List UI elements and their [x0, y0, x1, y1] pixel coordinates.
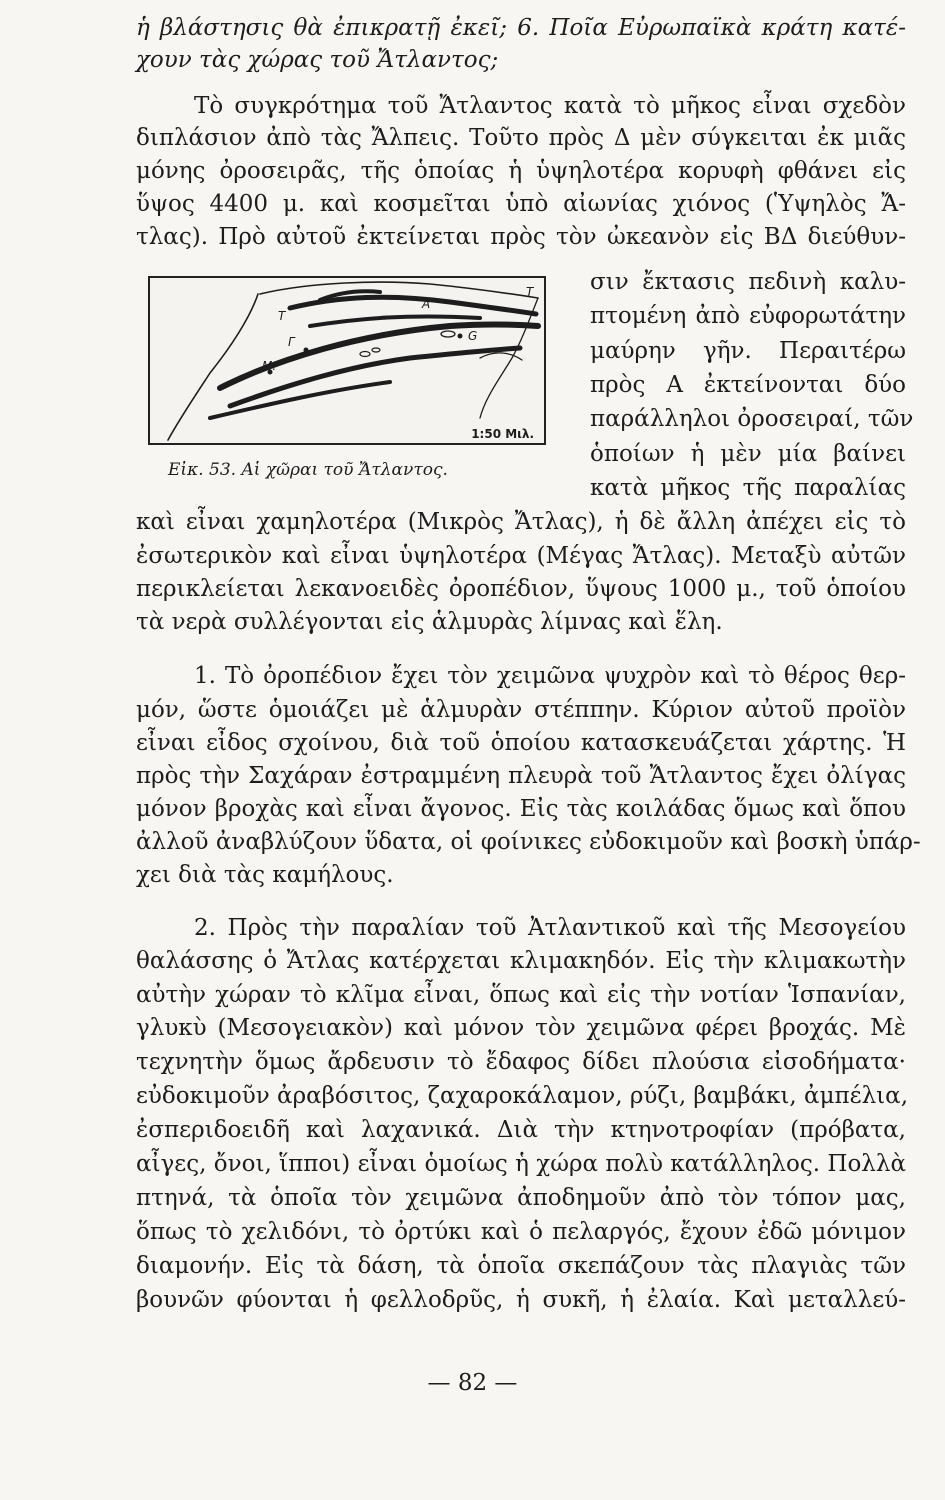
text-line: αὐτὴν χώραν τὸ κλῖμα εἶναι, ὅπως καὶ εἰς τὴν νοτίαν Ἱσπανίαν, [136, 982, 906, 1008]
text-line: πτηνά, τὰ ὁποῖα τὸν χειμῶνα ἀποδημοῦν ἀπὸ τὸν τόπον μας, [136, 1185, 906, 1211]
figure-caption: Εἰκ. 53. Αἱ χῶραι τοῦ Ἄτλαντος. [168, 460, 448, 480]
map-label: Τ [526, 285, 534, 299]
map-label: G [468, 329, 478, 343]
text-line: ἐσπεριδοειδῆ καὶ λαχανικά. Διὰ τὴν κτηνοτροφίαν (πρόβατα, [136, 1117, 906, 1143]
text-line: αἶγες, ὄνοι, ἵπποι) εἶναι ὁμοίως ἡ χώρα πολὺ κατάλληλος. Πολλὰ [136, 1151, 906, 1177]
text-line: πρὸς Α ἐκτείνονται δύο [590, 372, 906, 398]
page-number: — 82 — [427, 1370, 518, 1396]
text-line: κατὰ μῆκος τῆς παραλίας [590, 475, 906, 501]
text-line: ὁποίων ἡ μὲν μία βαίνει [590, 441, 906, 467]
text-line: πτομένη ἀπὸ εὐφορωτάτην [590, 303, 906, 329]
text-line: μόνον βροχὰς καὶ εἶναι ἄγονος. Εἰς τὰς κοιλάδας ὅμως καὶ ὅπου [136, 796, 906, 822]
text-line: εὐδοκιμοῦν ἀραβόσιτος, ζαχαροκάλαμον, ρύζι, βαμβάκι, ἀμπέλια, [136, 1083, 909, 1109]
text-line: πρὸς τὴν Σαχάραν ἐστραμμένη πλευρὰ τοῦ Ἄτλαντος ἔχει ὀλίγας [136, 763, 906, 789]
text-line: Τὸ συγκρότημα τοῦ Ἄτλαντος κατὰ τὸ μῆκος εἶναι σχεδὸν [194, 93, 906, 119]
text-line: παράλληλοι ὀροσειραί, τῶν [590, 406, 914, 432]
text-line: τὰ νερὰ συλλέγονται εἰς ἁλμυρὰς λίμνας καὶ ἕλη. [136, 609, 723, 635]
map-label: Τ [278, 309, 286, 323]
text-line: τεχνητὴν ὅμως ἄρδευσιν τὸ ἔδαφος δίδει πλούσια εἰσοδήματα· [136, 1049, 906, 1075]
text-line: τλας). Πρὸ αὐτοῦ ἐκτείνεται πρὸς τὸν ὠκεανὸν εἰς ΒΔ διεύθυν- [136, 224, 906, 250]
text-line: διαμονήν. Εἰς τὰ δάση, τὰ ὁποῖα σκεπάζουν τὰς πλαγιὰς τῶν [136, 1253, 906, 1279]
text-line: διπλάσιον ἀπὸ τὰς Ἄλπεις. Τοῦτο πρὸς Δ μὲν σύγκειται ἐκ μιᾶς [136, 125, 906, 151]
text-line: σιν ἔκτασις πεδινὴ καλυ- [590, 269, 906, 295]
map-scale: 1:50 Μιλ. [471, 427, 534, 441]
text-line: εἶναι εἶδος σχοίνου, διὰ τοῦ ὁποίου κατασκευάζεται χάρτης. Ἡ [136, 730, 906, 756]
text-line: γλυκὺ (Μεσογειακὸν) καὶ μόνον τὸν χειμῶνα φέρει βροχάς. Μὲ [136, 1015, 906, 1041]
text-line: 1. Τὸ ὀροπέδιον ἔχει τὸν χειμῶνα ψυχρὸν καὶ τὸ θέρος θερ- [194, 663, 906, 689]
text-line: χουν τὰς χώρας τοῦ Ἄτλαντος; [136, 47, 499, 73]
map-label: Γ [288, 335, 295, 349]
text-line: ἡ βλάστησις θὰ ἐπικρατῇ ἐκεῖ; 6. Ποῖα Εὐρωπαϊκὰ κράτη κατέ- [136, 15, 906, 41]
text-line: μόνης ὀροσειρᾶς, τῆς ὁποίας ἡ ὑψηλοτέρα κορυφὴ φθάνει εἰς [136, 158, 906, 184]
text-line: καὶ εἶναι χαμηλοτέρα (Μικρὸς Ἄτλας), ἡ δὲ ἄλλη ἀπέχει εἰς τὸ [136, 509, 906, 535]
text-line: ἐσωτερικὸν καὶ εἶναι ὑψηλοτέρα (Μέγας Ἄτλας). Μεταξὺ αὐτῶν [136, 543, 906, 569]
text-line: περικλείεται λεκανοειδὲς ὀροπέδιον, ὕψους 1000 μ., τοῦ ὁποίου [136, 576, 906, 602]
text-line: μαύρην γῆν. Περαιτέρω [590, 338, 906, 364]
text-line: βουνῶν φύονται ἡ φελλοδρῦς, ἡ συκῆ, ἡ ἐλαία. Καὶ μεταλλεύ- [136, 1287, 906, 1313]
text-line: μόν, ὥστε ὁμοιάζει μὲ ἁλμυρὰν στέππην. Κύριον αὐτοῦ προϊὸν [136, 697, 906, 723]
atlas-map-figure [148, 276, 546, 445]
text-line: ὕψος 4400 μ. καὶ κοσμεῖται ὑπὸ αἰωνίας χιόνος (Ὑψηλὸς Ἄ- [136, 191, 906, 217]
text-line: θαλάσσης ὁ Ἄτλας κατέρχεται κλιμακηδόν. Εἰς τὴν κλιμακωτὴν [136, 948, 906, 974]
map-label: Μ. [262, 359, 277, 373]
text-line: χει διὰ τὰς καμήλους. [136, 862, 394, 888]
text-line: 2. Πρὸς τὴν παραλίαν τοῦ Ἀτλαντικοῦ καὶ τῆς Μεσογείου [194, 915, 906, 941]
atlas-map-drawing [150, 278, 544, 443]
map-label: Α [422, 297, 431, 311]
text-line: ἀλλοῦ ἀναβλύζουν ὕδατα, οἱ φοίνικες εὐδοκιμοῦν καὶ βοσκὴ ὑπάρ- [136, 829, 921, 855]
text-line: ὅπως τὸ χελιδόνι, τὸ ὀρτύκι καὶ ὁ πελαργός, ἔχουν ἐδῶ μόνιμον [136, 1219, 906, 1245]
